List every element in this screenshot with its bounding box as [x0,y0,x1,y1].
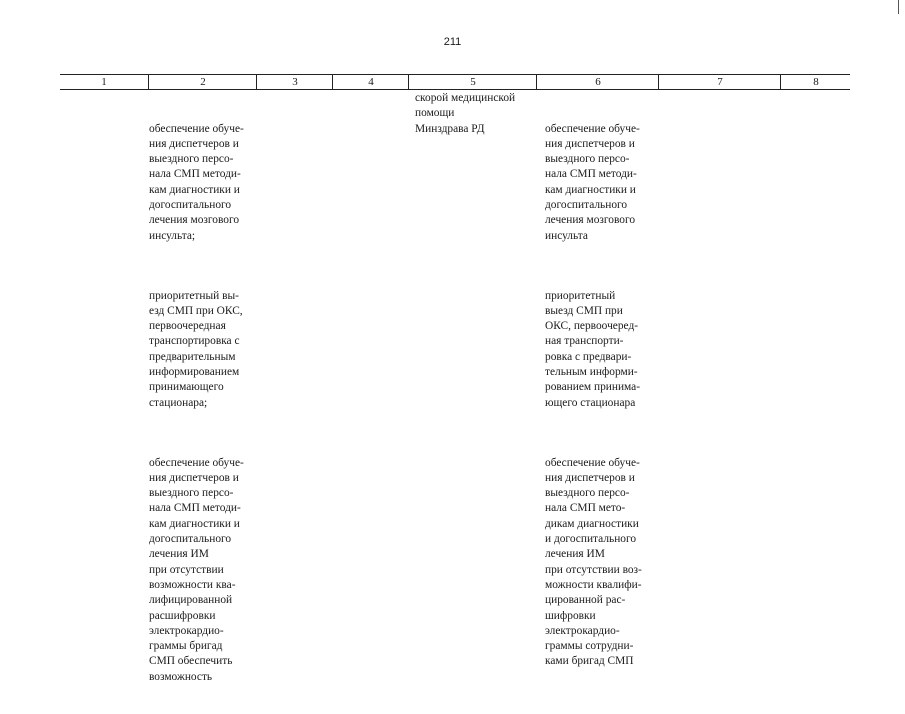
page-number: 211 [443,36,462,48]
scan-edge-mark [898,0,899,14]
column-2-measure-stroke-training: обеспечение обуче- ния диспетчеров и выездного персо- нала СМП методи- кам диагностики и догоспитального лечения мозгового инсульта; [149,122,244,242]
column-header-1: 1 [101,76,107,88]
column-header-8: 8 [780,75,851,89]
column-header-3: 3 [256,75,333,89]
column-6-result-priority-dispatch: приоритетный выезд СМП при ОКС, первоочеред- ная транспорти- ровка с предвари- тельным информи- рованием принима- ющего стационара [545,289,641,409]
column-header-5: 5 [408,75,537,89]
column-5-responsible-executor: скорой медицинской помощи Минздрава РД [415,92,516,135]
column-header-4: 4 [332,75,409,89]
column-6-content [545,91,642,699]
column-6-result-stroke-training: обеспечение обуче- ния диспетчеров и выездного персо- нала СМП методи- кам диагностики и догоспитального лечения мозгового инсульта [545,122,640,242]
column-2-content [149,91,244,714]
column-header-2: 2 [148,75,257,89]
column-2-measure-mi-training: обеспечение обуче- ния диспетчеров и выездного персо- нала СМП методи- кам диагностики и догоспитального лечения ИМ при отсутствии возможности ква- лифицированной расшифровки электрокардио- граммы бригад СМП обеспечить возможность [149,456,244,683]
table-header-row [60,74,850,90]
column-2-measure-priority-dispatch: приоритетный вы- езд СМП при ОКС, первоочередная транспортировка с предварительным информированием принимающего стационара; [149,289,243,409]
column-6-result-mi-training: обеспечение обуче- ния диспетчеров и выездного персо- нала СМП мето- дикам диагностики и догоспитального лечения ИМ при отсутствии воз- можности квалифи- цированной рас- шифровки электрокардио- граммы сотрудни- ками бригад СМП [545,456,642,668]
column-header-7: 7 [658,75,781,89]
column-header-6: 6 [536,75,659,89]
